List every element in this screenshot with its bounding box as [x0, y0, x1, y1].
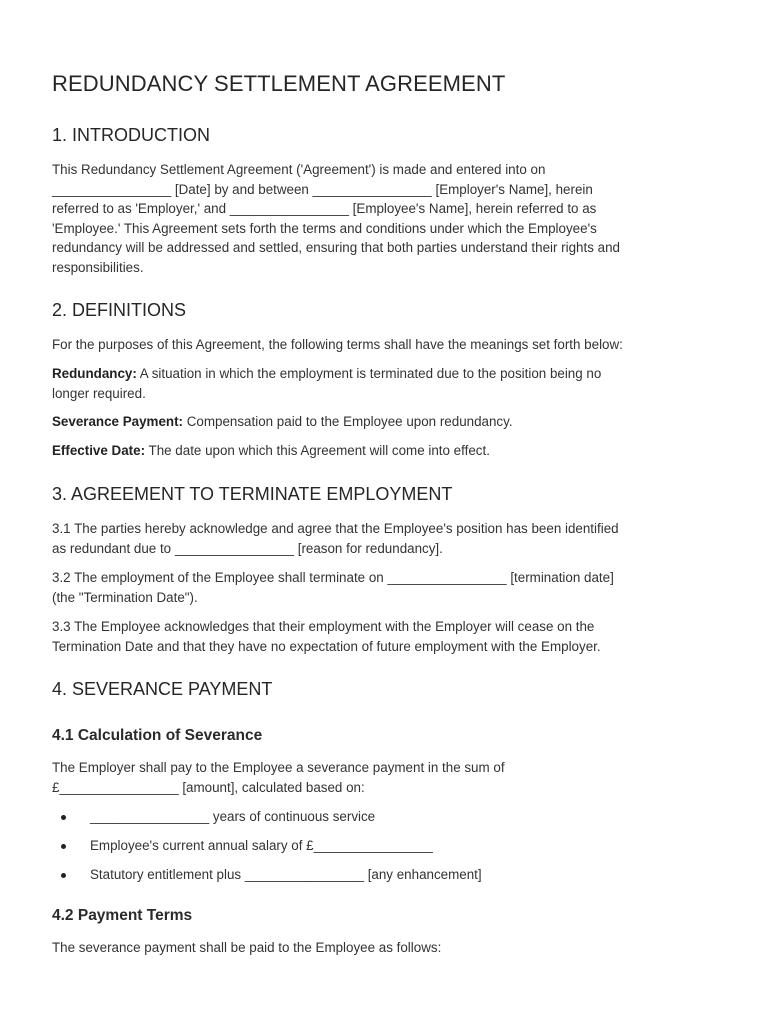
list-item-text: ________________ years of continuous service [90, 809, 376, 824]
bullet-icon [61, 873, 66, 878]
subsection-heading-calculation: 4.1 Calculation of Severance [52, 727, 263, 744]
term-redundancy: Redundancy: [52, 366, 137, 381]
text-line: responsibilities. [52, 259, 144, 275]
payment-terms-paragraph [52, 938, 720, 958]
definitions-intro [52, 335, 720, 355]
text-line: ________________ [Date] by and between ________________ [Employer's Name], herein [52, 181, 593, 197]
clause-3-1 [52, 519, 720, 558]
term-effective-date: Effective Date: [52, 443, 146, 458]
text-line: as redundant due to ________________ [reason for redundancy]. [52, 540, 443, 556]
section-heading-definitions: 2. DEFINITIONS [52, 300, 187, 320]
text-line: The Employer shall pay to the Employee a severance payment in the sum of [52, 760, 505, 775]
definition-text: The date upon which this Agreement will come into effect. [145, 443, 490, 458]
text-line: redundancy will be addressed and settled, ensuring that both parties understand their rights and [52, 240, 620, 255]
definition-redundancy [52, 364, 720, 403]
definition-effective-date [52, 441, 720, 461]
bullet-icon [61, 844, 66, 849]
text-line: referred to as 'Employer,' and ________________ [Employee's Name], herein referred to as [52, 201, 597, 216]
definition-text: Compensation paid to the Employee upon redundancy. [183, 414, 513, 429]
clause-3-2 [52, 568, 720, 607]
list-item-text: Employee's current annual salary of £________________ [90, 838, 433, 853]
text-line [52, 441, 720, 461]
section-heading-termination: 3. AGREEMENT TO TERMINATE EMPLOYMENT [52, 484, 453, 504]
text-line: The severance payment shall be paid to the Employee as follows: [52, 940, 442, 955]
text-line: 'Employee.' This Agreement sets forth the terms and conditions under which the Employee's [52, 220, 597, 236]
section-heading-introduction: 1. INTRODUCTION [52, 125, 211, 145]
subsection-heading-payment-terms: 4.2 Payment Terms [52, 907, 193, 924]
text-line [52, 412, 720, 432]
text-line: This Redundancy Settlement Agreement ('Agreement') is made and entered into on [52, 162, 546, 177]
text-line: (the "Termination Date"). [52, 589, 198, 605]
document-title: REDUNDANCY SETTLEMENT AGREEMENT [52, 71, 506, 96]
text-line: 3.1 The parties hereby acknowledge and agree that the Employee's position has been identified [52, 521, 619, 536]
list-item-text: Statutory entitlement plus ________________ [any enhancement] [90, 867, 482, 882]
calculation-paragraph [52, 758, 720, 797]
text-line: 3.3 The Employee acknowledges that their employment with the Employer will cease on the [52, 619, 595, 634]
clause-3-3 [52, 617, 720, 656]
text-line: longer required. [52, 385, 146, 401]
introduction-paragraph [52, 160, 720, 277]
text-line: Termination Date and that they have no expectation of future employment with the Employer. [52, 638, 601, 654]
term-severance-payment: Severance Payment: [52, 414, 184, 429]
definition-severance-payment [52, 412, 720, 432]
bullet-icon [61, 815, 66, 820]
text-line: 3.2 The employment of the Employee shall terminate on ________________ [termination date] [52, 570, 614, 585]
text-line [52, 364, 720, 384]
text-line: £________________ [amount], calculated based on: [52, 779, 365, 795]
section-heading-severance: 4. SEVERANCE PAYMENT [52, 679, 273, 699]
definition-text: A situation in which the employment is terminated due to the position being no [136, 366, 602, 381]
text-line: For the purposes of this Agreement, the following terms shall have the meanings set forth below: [52, 337, 623, 352]
